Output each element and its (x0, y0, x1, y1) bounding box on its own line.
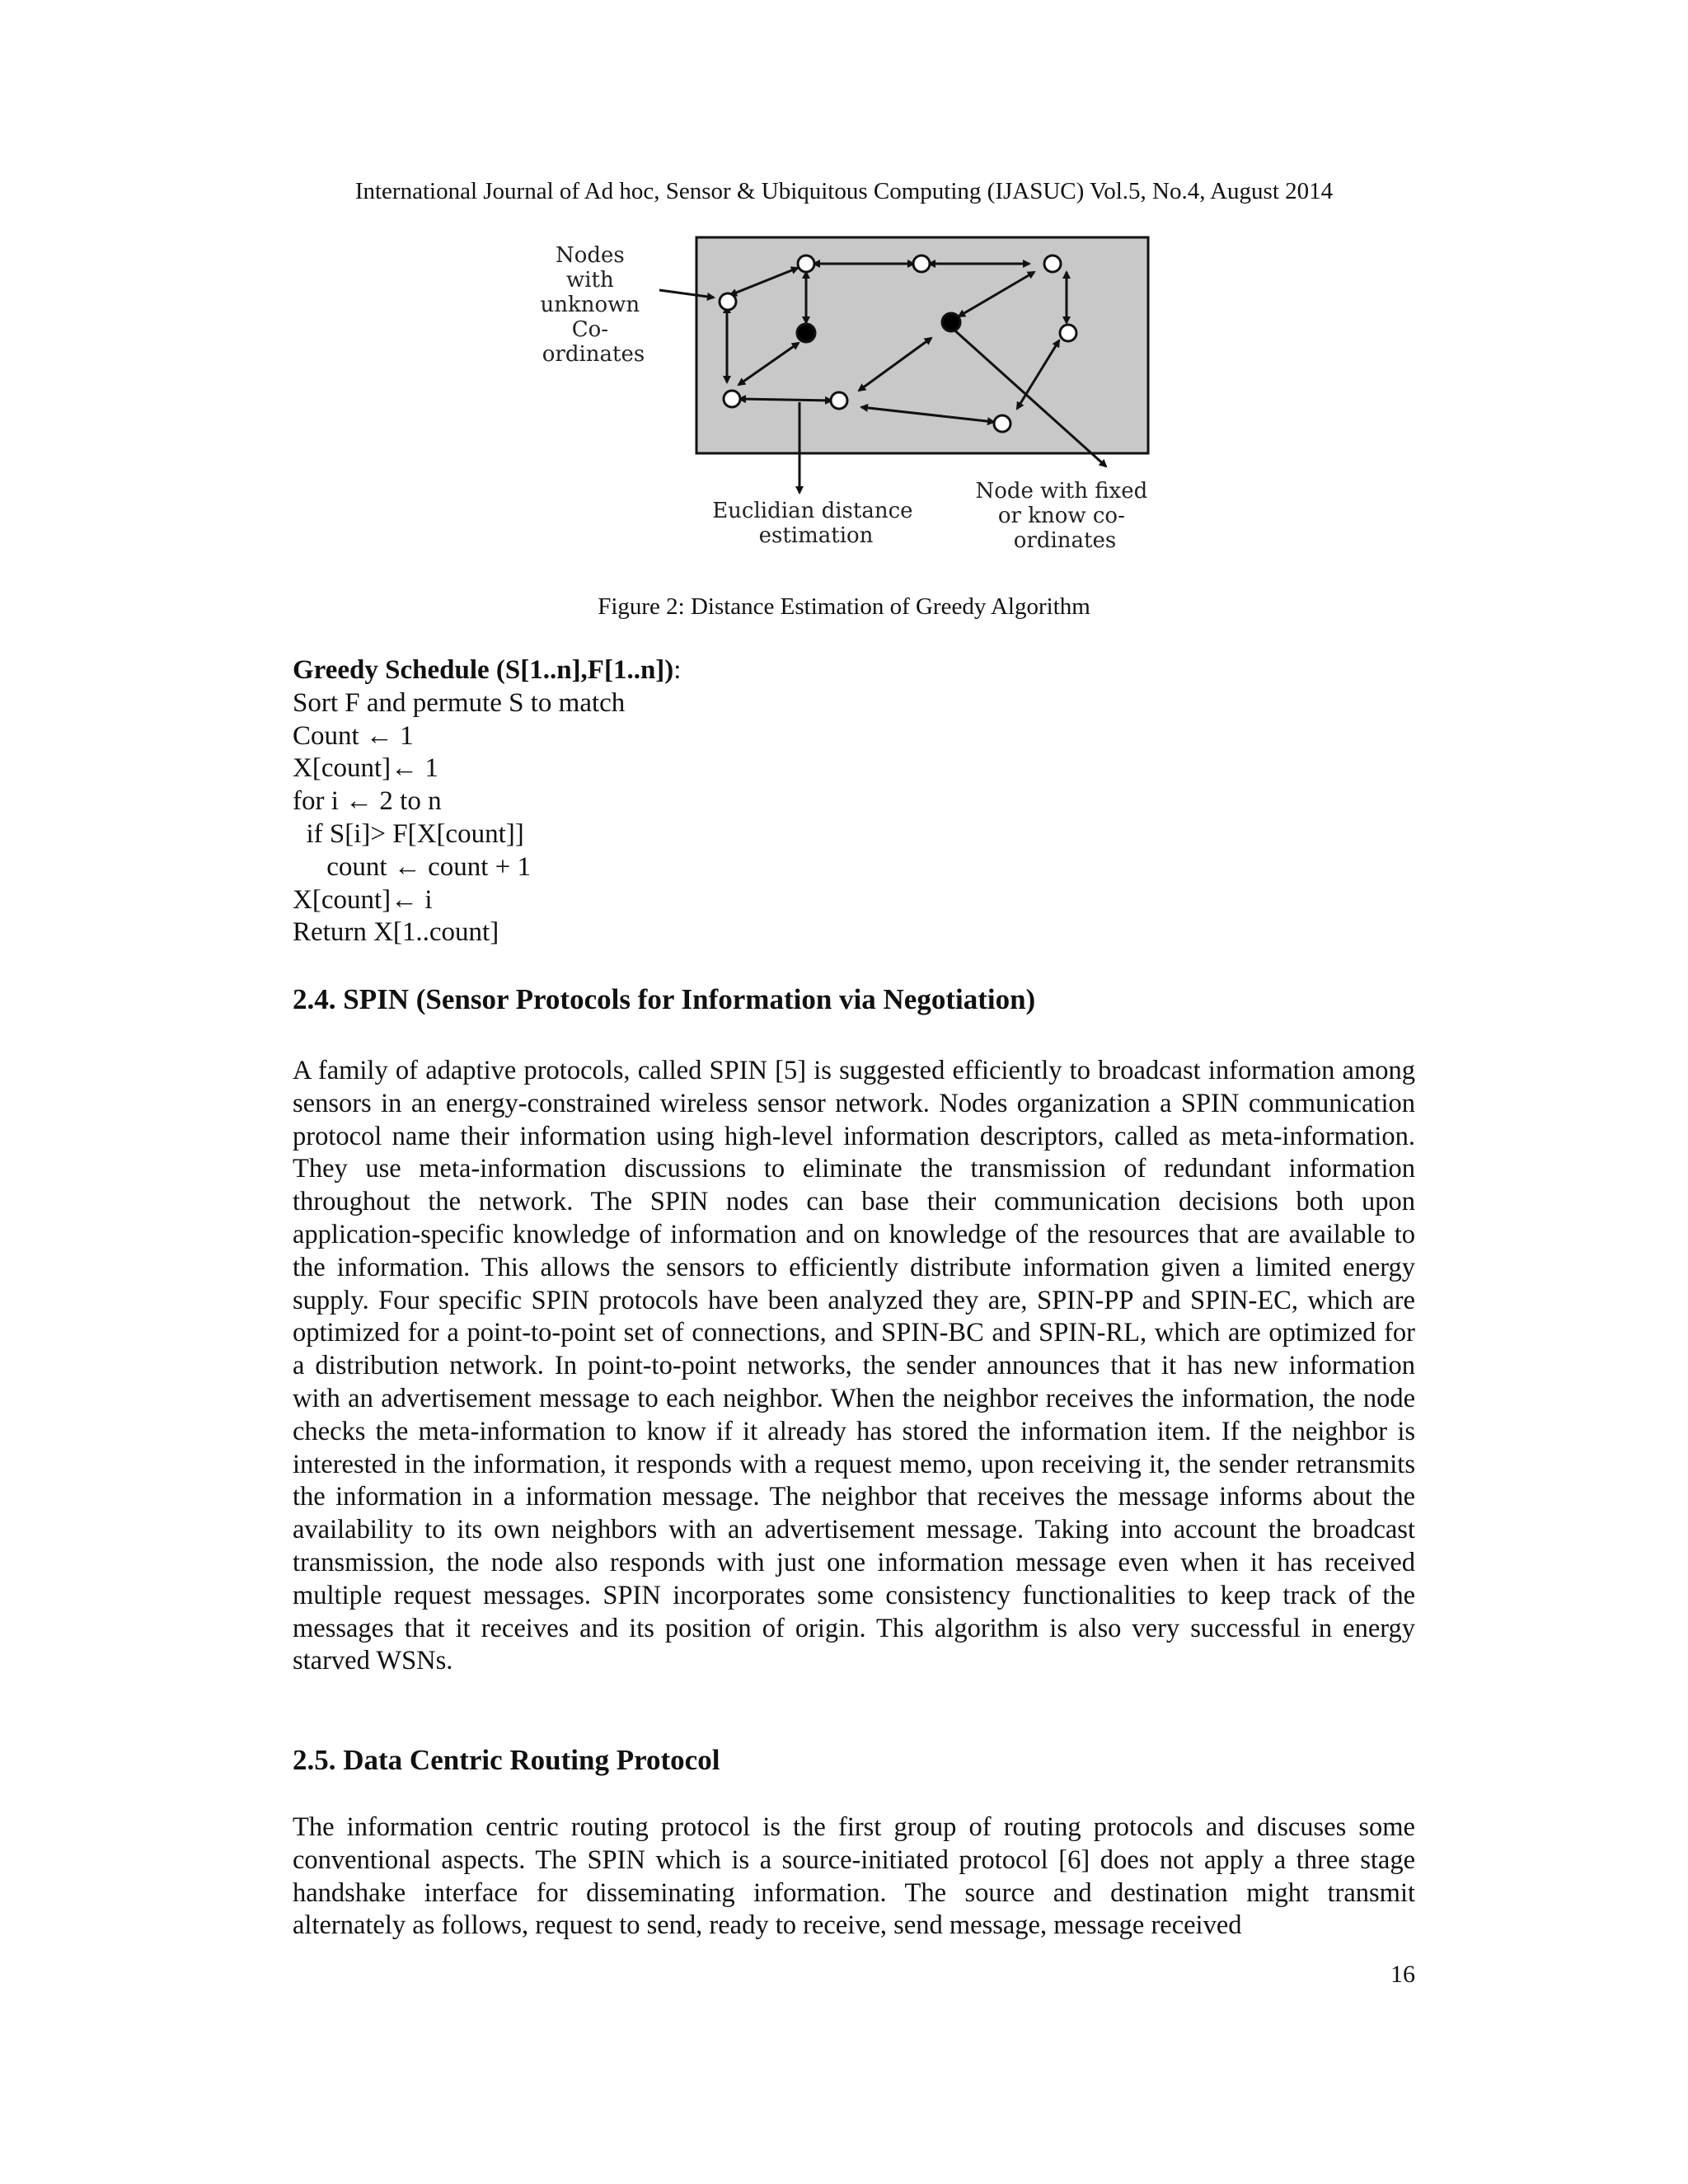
algorithm-line: X[count]← 1 (293, 753, 438, 784)
node-unknown (1044, 255, 1061, 272)
algorithm-line: Sort F and permute S to match (293, 687, 626, 718)
paragraph-data-centric: The information centric routing protocol is the first group of routing protocols and discuses some conventional aspects. The SPIN which is a source-initiated protocol [6] does not apply a three stage handshake interface for disseminating information. The source and destination might transmit alternately as follows, request to send, ready to receive, send message, message received (293, 1812, 1415, 1941)
node-unknown (724, 391, 740, 407)
node-unknown (831, 392, 847, 409)
algorithm-line: Count ← 1 (293, 720, 414, 751)
algorithm-line: if S[i]> F[X[count]] (293, 818, 524, 849)
node-unknown (720, 293, 736, 310)
node-fixed (942, 313, 960, 331)
algorithm-line: count ← count + 1 (293, 851, 531, 882)
label-fixed-node: Node with fixed or know co- ordinates (975, 479, 1148, 553)
section-heading-data-centric: 2.5. Data Centric Routing Protocol (293, 1744, 720, 1776)
edge-bottom-1-2 (739, 399, 832, 401)
network-diagram (528, 231, 1187, 577)
algorithm-title-bold: Greedy Schedule (S[1..n],F[1..n]) (293, 655, 674, 685)
algorithm-block (293, 654, 681, 949)
algorithm-title (293, 654, 681, 687)
section-heading-spin: 2.4. SPIN (Sensor Protocols for Information via Negotiation) (293, 983, 1036, 1015)
algorithm-line: X[count]← i (293, 884, 433, 915)
node-unknown (1060, 325, 1076, 341)
node-unknown (994, 415, 1010, 432)
label-unknown-coordinates: Nodes with unknown Co- ordinates (540, 243, 645, 367)
algorithm-line: for i ← 2 to n (293, 786, 442, 817)
algorithm-line: Return X[1..count] (293, 917, 499, 948)
node-unknown (798, 255, 814, 272)
node-unknown (913, 255, 930, 272)
algorithm-title-suffix: : (673, 655, 682, 685)
node-fixed (797, 324, 815, 342)
paragraph-spin: A family of adaptive protocols, called SPIN [5] is suggested efficiently to broadcast information among sensors in an energy-constrained wireless sensor network. Nodes organization a SPIN communication protocol name their information using high-level information descriptors, called as meta-information. They use meta-information discussions to eliminate the transmission of redundant information throughout the network. The SPIN nodes can base their communication decisions both upon application-specific knowledge of information and on knowledge of the resources that are available to the information. This allows the sensors to efficiently distribute information given a limited energy supply. Four specific SPIN protocols have been analyzed they are, SPIN-PP and SPIN-EC, which are optimized for a point-to-point set of connections, and SPIN-BC and SPIN-RL, which are optimized for a distribution network. In point-to-point networks, the sender announces that it has new information with an advertisement message to each neighbor. When the neighbor receives the information, the node checks the meta-information to know if it already has stored the information item. If the neighbor is interested in the information, it responds with a request memo, upon receiving it, the sender retransmits the information in a information message. The neighbor that receives the message informs about the availability to its own neighbors with an advertisement message. Taking into account the broadcast transmission, the node also responds with just one information message even when it has received multiple request messages. SPIN incorporates some consistency functionalities to keep track of the messages that it receives and its position of origin. This algorithm is also very successful in energy starved WSNs. (293, 1056, 1415, 1676)
label-euclidian-distance: Euclidian distance estimation (712, 499, 913, 548)
figure-caption: Figure 2: Distance Estimation of Greedy Algorithm (598, 593, 1090, 620)
figure-distance-estimation (528, 231, 1187, 577)
page-number: 16 (1390, 1961, 1415, 1988)
running-header: International Journal of Ad hoc, Sensor & Ubiquitous Computing (IJASUC) Vol.5, No.4, August 2014 (354, 178, 1334, 204)
